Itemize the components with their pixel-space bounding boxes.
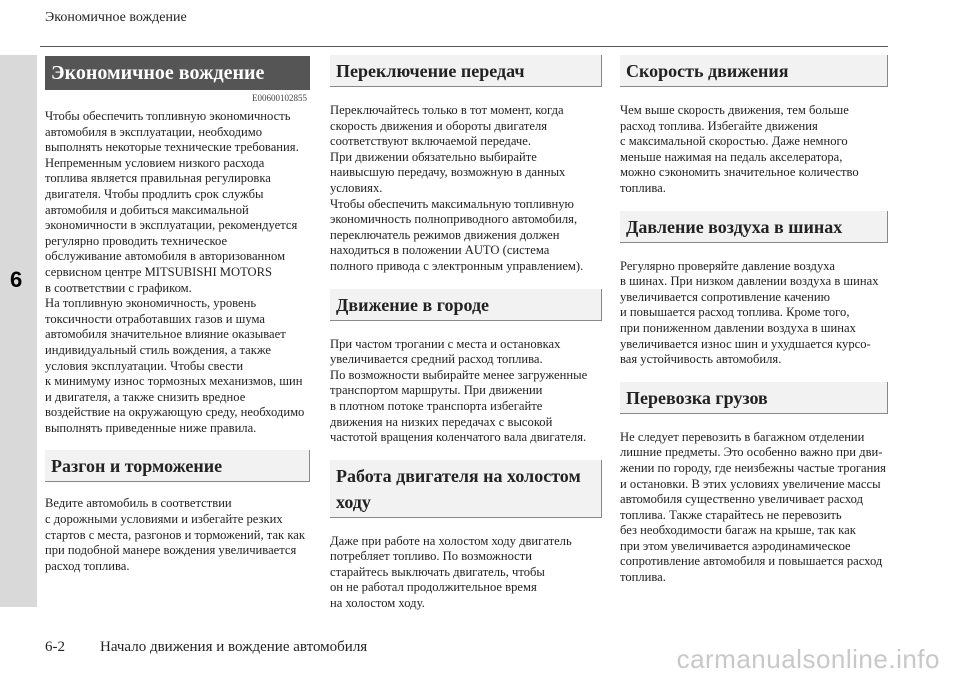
intro-paragraph: Чтобы обеспечить топливную экономичность автомобиля в эксплуатации, необходимо выполнять некоторые технические требования. Непременным условием низкого расхода топлива является правильная регулировка двигателя. Чтобы продлить срок службы автомобиля и добиться максимальной экономичности в эксплуатации, рекомендуется регулярно проводить техническое обслуживание автомобиля в авторизованном сервисном центре MITSUBISHI MOTORS в соответствии с графиком. На топливную экономичность, уровень токсичности отработавших газов и шума автомобиля значительное влияние оказывает индивидуальный стиль вождения, а также условия эксплуатации. Чтобы свести к минимуму износ тормозных механизмов, шин и двигателя, а также снизить вредное воздействие на окружающую среду, необходимо выполнять приведенные ниже правила. xyxy=(45,109,305,435)
paragraph-speed: Чем выше скорость движения, тем больше расход топлива. Избегайте движения с максимальной скоростью. Даже немного меньше нажимая на педаль акселератора, можно сэкономить значительное количество топлива. xyxy=(620,103,859,195)
header-rule xyxy=(40,46,888,47)
heading-cargo: Перевозка грузов xyxy=(620,382,888,414)
column-2 xyxy=(330,52,602,612)
chapter-number: 6 xyxy=(10,267,23,292)
paragraph-city-driving: При частом трогании с места и остановках увеличивается средний расход топлива. По возможности выбирайте менее загруженные транспортом маршруты. При движении в плотном потоке транспорта избегайте движения на низких передачах с высокой частотой вращения коленчатого вала двигателя. xyxy=(330,336,588,445)
heading-acceleration-braking: Разгон и торможение xyxy=(45,450,310,482)
heading-city-driving: Движение в городе xyxy=(330,289,602,321)
main-heading: Экономичное вождение xyxy=(45,56,310,90)
heading-idling: Работа двигателя на холостом ходу xyxy=(330,460,602,518)
column-1 xyxy=(45,52,310,574)
paragraph-tire-pressure: Регулярно проверяйте давление воздуха в шинах. При низком давлении воздуха в шинах увеличивается сопротивление качению и повышается расход топлива. Кроме того, при пониженном давлении воздуха в шинах увеличивается износ шин и ухудшается курсо- вая устойчивость автомобиля. xyxy=(620,258,879,367)
paragraph-idling: Даже при работе на холостом ходу двигатель потребляет топливо. По возможности старайтесь выключать двигатель, чтобы он не работал продолжительное время на холостом ходу. xyxy=(330,533,572,611)
paragraph-gear-shifting: Переключайтесь только в тот момент, когда скорость движения и обороты двигателя соответствуют включаемой передаче. При движении обязательно выбирайте наивысшую передачу, возможную в данных условиях. Чтобы обеспечить максимальную топливную экономичность полноприводного автомобиля, переключатель режимов движения должен находиться в положении AUTO (система полного привода с электронным управлением). xyxy=(330,103,584,273)
page-number: 6-2 xyxy=(45,639,65,655)
column-3 xyxy=(620,52,888,586)
heading-gear-shifting: Переключение передач xyxy=(330,55,602,87)
paragraph-cargo: Не следует перевозить в багажном отделении лишние предметы. Это особенно важно при дви- жении по городу, где неизбежны частые трогания и остановки. В этих условиях увеличение массы автомобиля существенно увеличивает расход топлива. Также старайтесь не перевозить без необходимости багаж на крыше, так как при этом увеличивается аэродинамическое сопротивление автомобиля и повышается расход топлива. xyxy=(620,429,886,585)
heading-speed: Скорость движения xyxy=(620,55,888,87)
watermark: carmanualsonline.info xyxy=(676,644,940,674)
running-header: Экономичное вождение xyxy=(45,10,187,25)
chapter-tab xyxy=(0,55,37,607)
paragraph-acceleration-braking: Ведите автомобиль в соответствии с дорожными условиями и избегайте резких стартов с места, разгонов и торможений, так как при подобной манере вождения увеличивается расход топлива. xyxy=(45,496,305,573)
footer-chapter-title: Начало движения и вождение автомобиля xyxy=(100,639,368,655)
section-code: E00600102855 xyxy=(252,93,307,103)
heading-tire-pressure: Давление воздуха в шинах xyxy=(620,211,888,243)
